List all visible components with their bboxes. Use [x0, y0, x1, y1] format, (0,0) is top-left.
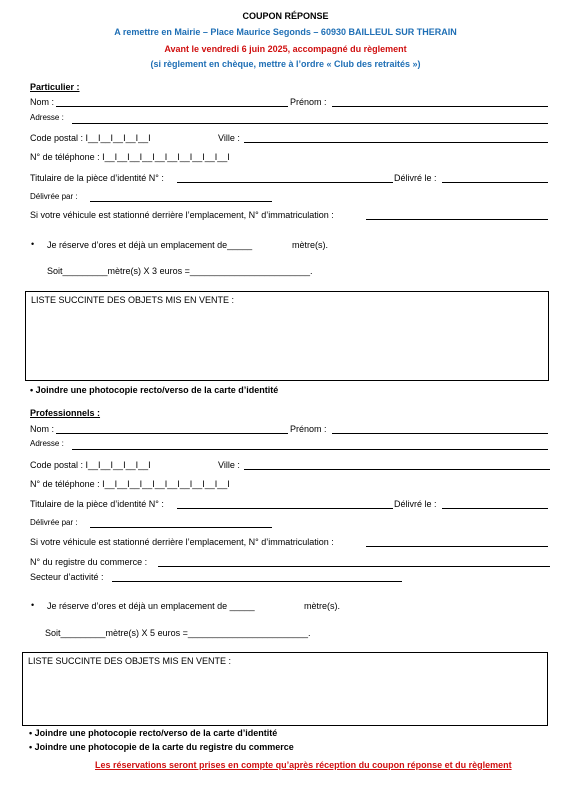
pro-delivre-le-label: Délivré le : [394, 499, 437, 509]
prenom-field[interactable] [332, 106, 548, 107]
secteur-label: Secteur d’activité : [30, 572, 104, 582]
pro-soit-line[interactable]: Soit_________mètre(s) X 5 euros =________________________. [45, 628, 311, 638]
pro-prenom-field[interactable] [332, 433, 548, 434]
pro-joindre-identite: • Joindre une photocopie recto/verso de la carte d’identité [29, 728, 278, 738]
pro-delivree-par-label: Délivrée par : [30, 518, 78, 527]
bullet-reserve: • [31, 239, 35, 249]
adresse-label: Adresse : [30, 113, 64, 122]
ville-field[interactable] [244, 142, 548, 143]
objets-box[interactable] [25, 291, 549, 381]
titulaire-field[interactable] [177, 182, 393, 183]
pro-titulaire-field[interactable] [177, 508, 393, 509]
pro-vehicule-label: Si votre véhicule est stationné derrière l’emplacement, N° d’immatriculation : [30, 537, 334, 547]
footer-note: Les réservations seront prises en compte qu’après réception du coupon réponse et du règlement [95, 760, 512, 770]
nom-field[interactable] [56, 106, 288, 107]
pro-joindre-registre-text: Joindre une photocopie de la carte du registre du commerce [34, 742, 294, 752]
pro-ville-label: Ville : [218, 460, 240, 470]
secteur-field[interactable] [112, 581, 402, 582]
nom-label: Nom : [30, 97, 55, 107]
pro-metres-label: mètre(s). [304, 601, 340, 611]
adresse-field[interactable] [72, 123, 548, 124]
pro-nom-label: Nom : [30, 424, 55, 434]
joindre-identite: • Joindre une photocopie recto/verso de la carte d’identité [30, 385, 279, 395]
objets-label: LISTE SUCCINTE DES OBJETS MIS EN VENTE : [31, 295, 235, 305]
pro-joindre-registre: • Joindre une photocopie de la carte du registre du commerce [29, 742, 294, 752]
code-postal-field[interactable]: Code postal : I__I__I__I__I__I [30, 133, 151, 143]
address-line: A remettre en Mairie – Place Maurice Segonds – 60930 BAILLEUL SUR THERAIN [114, 27, 457, 37]
cheque-line: (si règlement en chèque, mettre à l’ordre « Club des retraités ») [150, 59, 421, 69]
pro-delivree-par-field[interactable] [90, 527, 272, 528]
pro-telephone-field[interactable]: N° de téléphone : I__I__I__I__I__I__I__I__I__I__I [30, 479, 230, 489]
titulaire-label: Titulaire de la pièce d’identité N° : [30, 173, 164, 183]
section-particulier: Particulier : [30, 82, 80, 92]
pro-objets-box[interactable] [22, 652, 548, 726]
pro-delivre-le-field[interactable] [442, 508, 548, 509]
registre-label: N° du registre du commerce : [30, 557, 148, 567]
pro-prenom-label: Prénom : [290, 424, 327, 434]
form-title: COUPON RÉPONSE [242, 11, 329, 21]
pro-joindre-identite-text: Joindre une photocopie recto/verso de la carte d’identité [34, 728, 278, 738]
prenom-label: Prénom : [290, 97, 327, 107]
ville-label: Ville : [218, 133, 240, 143]
delivre-le-label: Délivré le : [394, 173, 437, 183]
deadline-line: Avant le vendredi 6 juin 2025, accompagné du règlement [164, 44, 407, 54]
immatriculation-field[interactable] [366, 219, 548, 220]
vehicule-label: Si votre véhicule est stationné derrière l’emplacement, N° d’immatriculation : [30, 210, 334, 220]
pro-ville-field[interactable] [244, 469, 550, 470]
pro-adresse-label: Adresse : [30, 439, 64, 448]
registre-field[interactable] [158, 566, 550, 567]
telephone-field[interactable]: N° de téléphone : I__I__I__I__I__I__I__I__I__I__I [30, 152, 230, 162]
reserve-label[interactable]: Je réserve d’ores et déjà un emplacement de_____ [47, 240, 253, 250]
pro-immatriculation-field[interactable] [366, 546, 548, 547]
delivre-le-field[interactable] [442, 182, 548, 183]
metres-label: mètre(s). [292, 240, 328, 250]
pro-nom-field[interactable] [56, 433, 288, 434]
section-professionnels: Professionnels : [30, 408, 101, 418]
pro-titulaire-label: Titulaire de la pièce d’identité N° : [30, 499, 164, 509]
delivree-par-field[interactable] [90, 201, 272, 202]
pro-bullet-reserve: • [31, 600, 35, 610]
soit-line[interactable]: Soit_________mètre(s) X 3 euros =________________________. [47, 266, 313, 276]
pro-objets-label: LISTE SUCCINTE DES OBJETS MIS EN VENTE : [28, 656, 232, 666]
pro-reserve-label[interactable]: Je réserve d’ores et déjà un emplacement de _____ [47, 601, 255, 611]
pro-code-postal-field[interactable]: Code postal : I__I__I__I__I__I [30, 460, 151, 470]
delivree-par-label: Délivrée par : [30, 192, 78, 201]
pro-adresse-field[interactable] [72, 449, 548, 450]
joindre-identite-text: Joindre une photocopie recto/verso de la carte d’identité [35, 385, 279, 395]
